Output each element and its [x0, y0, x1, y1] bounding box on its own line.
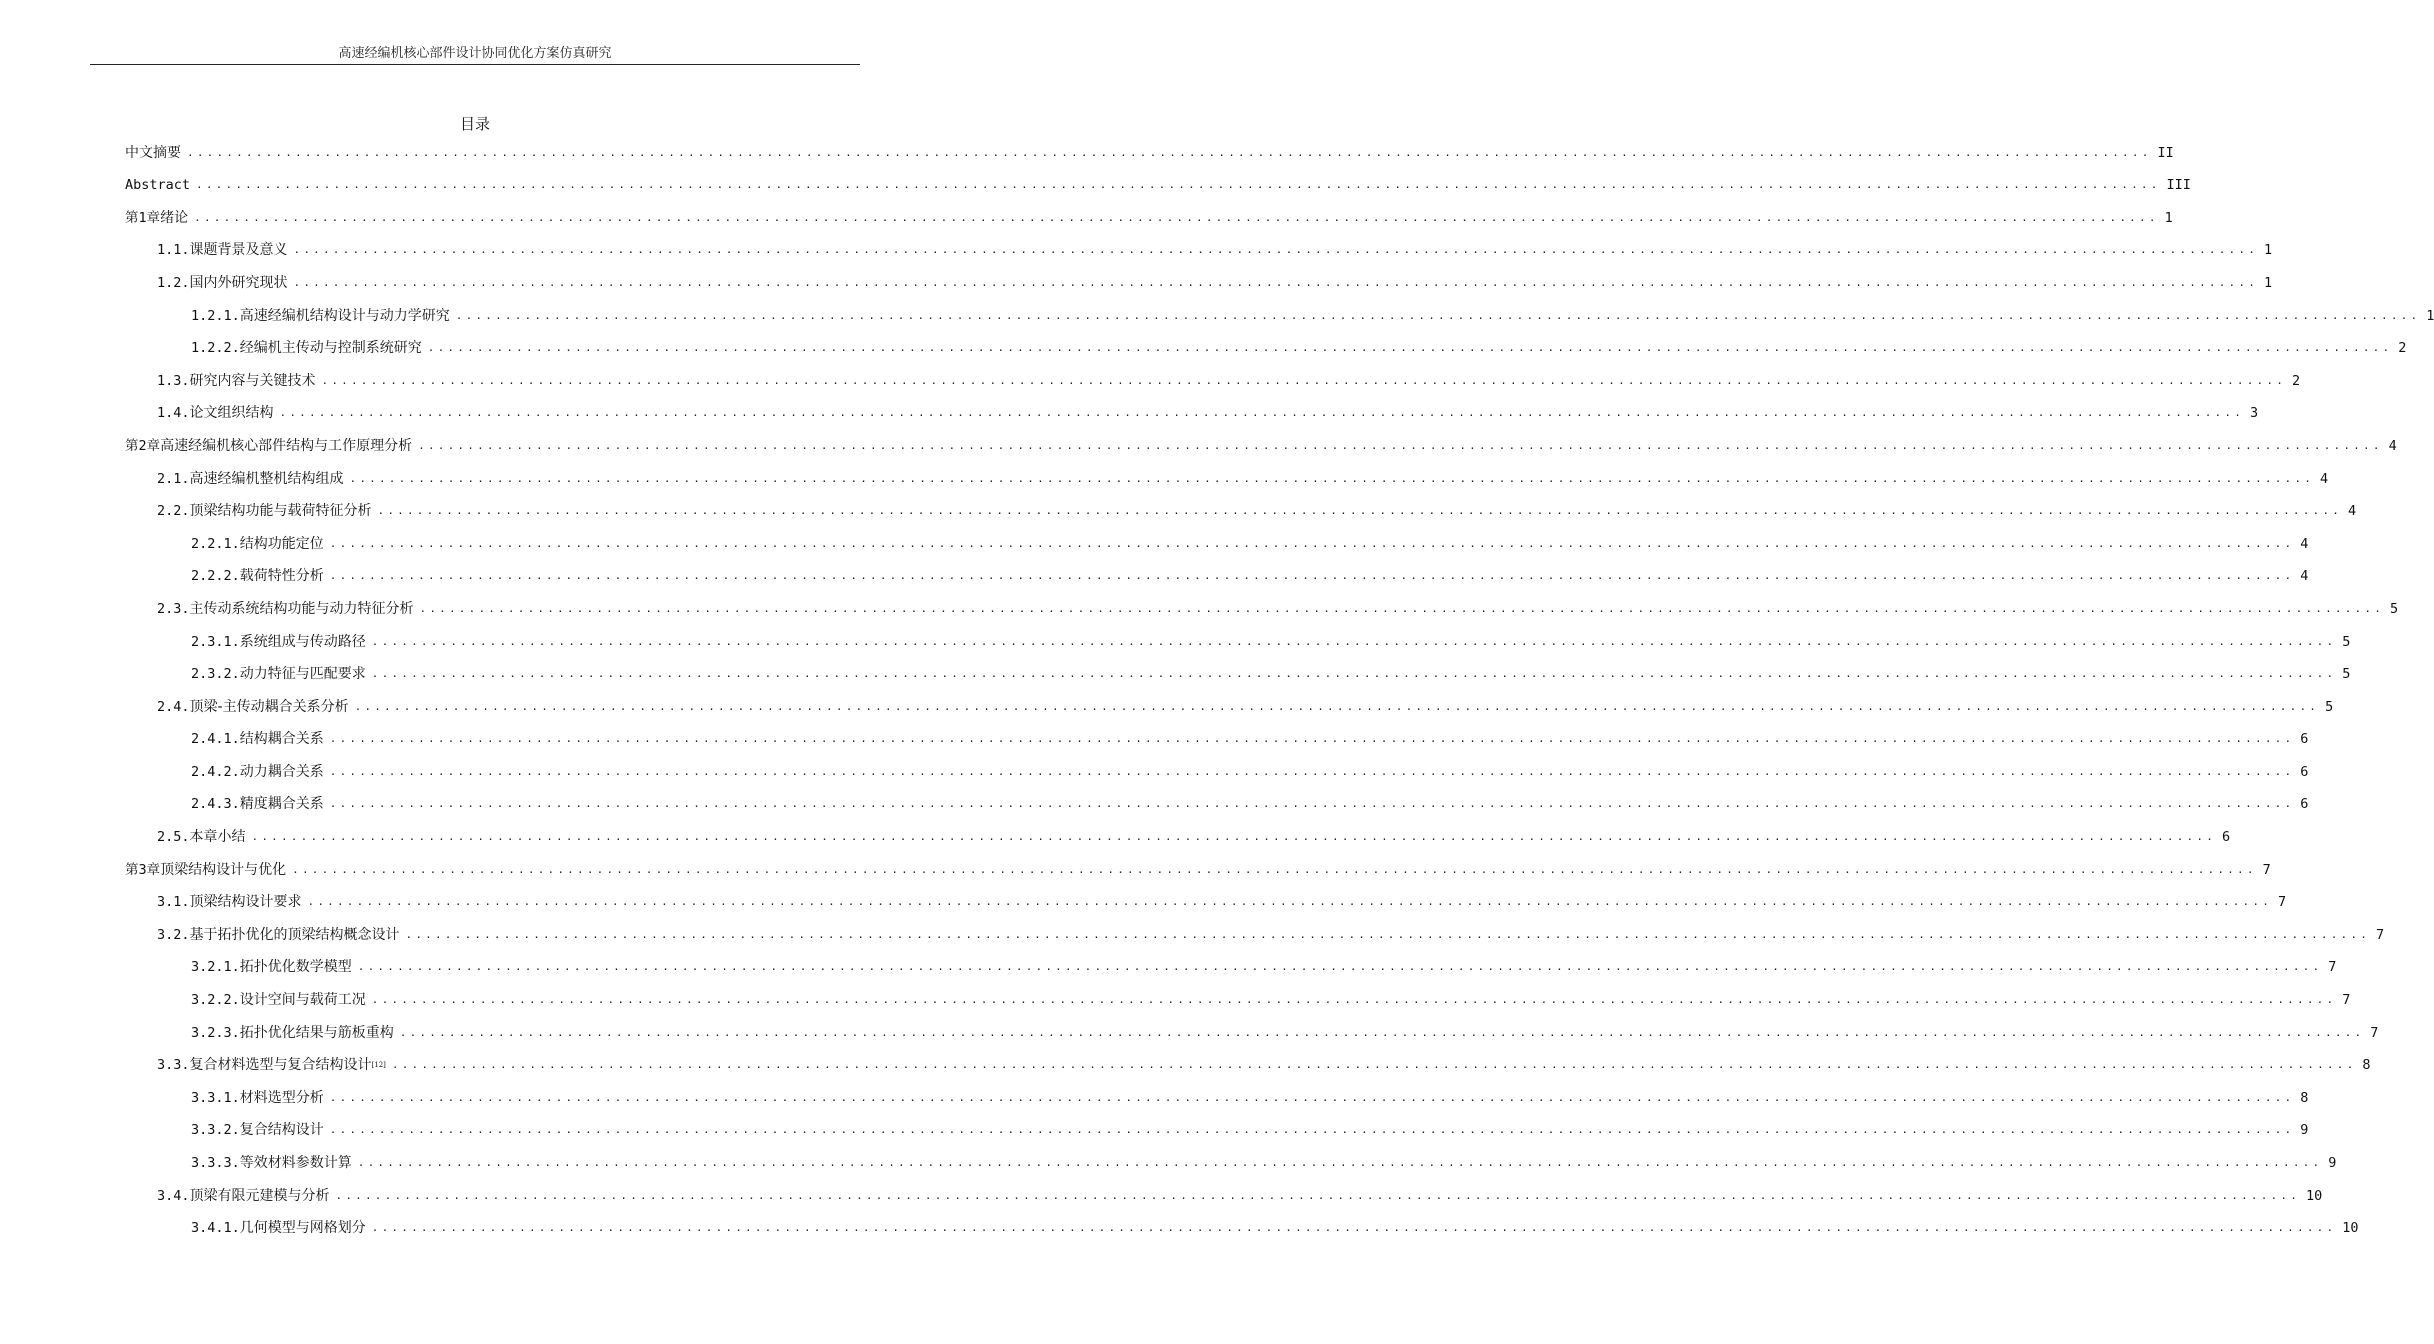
- toc-entry-number: 3.2.1.: [191, 959, 240, 976]
- toc-entry-label: 精度耦合关系: [239, 796, 324, 813]
- toc-entry-number: 3.4.1.: [191, 1220, 240, 1237]
- toc-entry-number: 3.3.2.: [191, 1122, 240, 1139]
- dot-leader: ........................................................................................................................................................................................................: [455, 308, 2421, 322]
- toc-title: 目录: [459, 115, 490, 133]
- toc-entry-page: 5: [2325, 698, 2334, 715]
- toc-entry-number: 2.4.1.: [191, 731, 240, 748]
- toc-entry-page: 4: [2320, 470, 2329, 487]
- toc-entry-number: 2.5.: [157, 829, 190, 846]
- dot-leader: ........................................................................................................................................................................................................: [293, 243, 2259, 257]
- toc-entry-page: 6: [2222, 829, 2231, 846]
- toc-entry[interactable]: [125, 324, 2407, 357]
- toc-entry-number: 1.2.2.: [191, 340, 240, 357]
- toc-entry-number: 2.3.: [157, 600, 190, 617]
- dot-leader: ........................................................................................................................................................................................................: [329, 732, 2295, 746]
- toc-entry[interactable]: [125, 258, 2273, 291]
- toc-entry-page: 6: [2300, 796, 2309, 813]
- toc-entry-label: 高速经编机整机结构组成: [189, 470, 344, 487]
- toc-entry-label: Abstract: [125, 177, 191, 194]
- toc-entry[interactable]: [125, 1041, 2371, 1074]
- toc-entry-number: 3.2.: [157, 926, 190, 943]
- toc-entry[interactable]: [125, 943, 2337, 976]
- dot-leader: ........................................................................................................................................................................................................: [251, 830, 2217, 844]
- toc-entry-page: 2: [2398, 340, 2407, 357]
- toc-entry-number: 3.3.: [157, 1057, 190, 1074]
- header-rule: [90, 64, 860, 65]
- dot-leader: ........................................................................................................................................................................................................: [329, 536, 2295, 550]
- toc-entry[interactable]: [125, 617, 2351, 650]
- toc-entry-number: 2.2.1.: [191, 535, 240, 552]
- toc-entry-label: 材料选型分析: [239, 1089, 324, 1106]
- dot-leader: ........................................................................................................................................................................................................: [354, 699, 2320, 713]
- toc-entry-number: 第1章: [125, 209, 161, 226]
- toc-entry[interactable]: [125, 584, 2399, 617]
- toc-entry[interactable]: [125, 193, 2173, 226]
- toc-entry-page: 7: [2328, 959, 2337, 976]
- toc-entry-label: 绪论: [160, 209, 189, 226]
- toc-entry-label: 复合材料选型与复合结构设计: [189, 1057, 372, 1074]
- toc-entry[interactable]: [125, 291, 2434, 324]
- toc-entry-page: 4: [2300, 535, 2309, 552]
- toc-entry-number: 1.4.: [157, 405, 190, 422]
- toc-entry-label: 基于拓扑优化的顶梁结构概念设计: [189, 926, 400, 943]
- toc-entry-label: 拓扑优化数学模型: [239, 959, 352, 976]
- toc-entry-number: 1.2.1.: [191, 307, 240, 324]
- toc-entry-page: 6: [2300, 763, 2309, 780]
- toc-entry[interactable]: [125, 747, 2309, 780]
- toc-entry-page: 4: [2348, 503, 2357, 520]
- toc-entry-label: 顶梁结构设计要求: [189, 894, 302, 911]
- toc-entry[interactable]: [125, 552, 2309, 585]
- toc-entry-page: 1: [2264, 274, 2273, 291]
- table-of-contents: [125, 128, 2434, 1237]
- toc-entry-label: 几何模型与网格划分: [239, 1220, 366, 1237]
- toc-entry-number: 2.3.2.: [191, 666, 240, 683]
- toc-entry-page: III: [2166, 177, 2191, 194]
- toc-entry-label: 结构耦合关系: [239, 731, 324, 748]
- toc-entry[interactable]: [125, 128, 2174, 161]
- toc-entry[interactable]: [125, 812, 2231, 846]
- toc-entry[interactable]: [125, 1106, 2309, 1139]
- dot-leader: ........................................................................................................................................................................................................: [399, 1025, 2365, 1039]
- toc-entry-page: 5: [2342, 666, 2351, 683]
- toc-entry-number: 第2章: [125, 437, 161, 454]
- toc-entry-page: 4: [2300, 568, 2309, 585]
- dot-leader: ........................................................................................................................................................................................................: [377, 504, 2343, 518]
- toc-entry[interactable]: [125, 1204, 2359, 1237]
- toc-entry[interactable]: [125, 780, 2309, 813]
- toc-entry-label: 顶梁有限元建模与分析: [189, 1187, 330, 1204]
- toc-entry-label: 论文组织结构: [189, 405, 274, 422]
- toc-entry-label: 高速经编机核心部件结构与工作原理分析: [160, 437, 413, 454]
- toc-entry-label: 研究内容与关键技术: [189, 372, 316, 389]
- toc-entry-label: 等效材料参数计算: [239, 1155, 352, 1171]
- dot-leader: ........................................................................................................................................................................................................: [371, 667, 2337, 681]
- toc-entry[interactable]: [125, 845, 2271, 878]
- toc-entry-number: 2.4.2.: [191, 763, 240, 780]
- dot-leader: ........................................................................................................................................................................................................: [371, 1221, 2337, 1235]
- dot-leader: ........................................................................................................................................................................................................: [335, 1188, 2301, 1202]
- toc-entry-number: 2.2.: [157, 503, 190, 520]
- toc-entry-page: 7: [2342, 992, 2351, 1009]
- toc-entry-page: 5: [2342, 633, 2351, 650]
- toc-entry-number: 1.3.: [157, 372, 190, 389]
- toc-entry-page: 7: [2370, 1024, 2379, 1041]
- toc-entry-label: 高速经编机结构设计与动力学研究: [239, 307, 450, 324]
- dot-leader: ........................................................................................................................................................................................................: [349, 471, 2315, 485]
- toc-entry[interactable]: [125, 356, 2301, 389]
- toc-entry-page: 8: [2300, 1089, 2309, 1106]
- toc-entry-page: 3: [2250, 405, 2259, 422]
- toc-entry-label: 顶梁结构功能与载荷特征分析: [189, 503, 372, 520]
- toc-entry-label: 动力特征与匹配要求: [239, 666, 366, 683]
- toc-entry[interactable]: [125, 389, 2259, 422]
- toc-entry-label: 本章小结: [189, 829, 246, 846]
- dot-leader: ........................................................................................................................................................................................................: [329, 1090, 2295, 1104]
- toc-entry-number: 1.2.: [157, 274, 190, 291]
- toc-entry-label: 复合结构设计: [239, 1122, 324, 1139]
- toc-entry-number: 第3章: [125, 861, 161, 878]
- toc-entry-label: 国内外研究现状: [189, 274, 288, 291]
- toc-entry-page: 2: [2292, 372, 2301, 389]
- dot-leader: ........................................................................................................................................................................................................: [427, 341, 2393, 355]
- toc-entry-label: 中文摘要: [125, 144, 181, 161]
- dot-leader: ........................................................................................................................................................................................................: [419, 601, 2385, 615]
- dot-leader: ........................................................................................................................................................................................................: [405, 927, 2371, 941]
- toc-entry-page: 10: [2342, 1220, 2359, 1237]
- dot-leader: ........................................................................................................................................................................................................: [194, 210, 2159, 224]
- toc-entry-number: 2.2.2.: [191, 568, 240, 585]
- dot-leader: ........................................................................................................................................................................................................: [357, 1156, 2323, 1169]
- toc-entry-label: 顶梁结构设计与优化: [160, 861, 287, 878]
- dot-leader: ........................................................................................................................................................................................................: [187, 145, 2152, 159]
- toc-entry-number: 3.1.: [157, 894, 190, 911]
- toc-entry-page: II: [2157, 144, 2174, 161]
- toc-entry-number: 3.3.1.: [191, 1089, 240, 1106]
- toc-entry[interactable]: [125, 682, 2334, 715]
- toc-entry-page: 1: [2164, 209, 2173, 226]
- toc-entry-label: 课题背景及意义: [189, 242, 288, 259]
- toc-entry[interactable]: [125, 1008, 2379, 1041]
- dot-leader: ........................................................................................................................................................................................................: [357, 960, 2323, 974]
- toc-entry-page: 1: [2264, 242, 2273, 259]
- toc-entry-page: 9: [2300, 1122, 2309, 1139]
- toc-entry-number: 2.1.: [157, 470, 190, 487]
- dot-leader: ........................................................................................................................................................................................................: [418, 438, 2383, 452]
- toc-entry-page: 4: [2388, 437, 2397, 454]
- dot-leader: ........................................................................................................................................................................................................: [329, 1123, 2295, 1137]
- toc-entry-number: 3.3.3.: [191, 1155, 240, 1171]
- toc-entry-number: 2.3.1.: [191, 633, 240, 650]
- dot-leader: ........................................................................................................................................................................................................: [391, 1058, 2357, 1072]
- toc-entry-page: 6: [2300, 731, 2309, 748]
- toc-entry-number: 1.1.: [157, 242, 190, 259]
- toc-entry-number: 2.4.: [157, 698, 190, 715]
- toc-entry-page: 5: [2390, 600, 2399, 617]
- dot-leader: ........................................................................................................................................................................................................: [292, 862, 2257, 876]
- toc-entry[interactable]: [125, 1171, 2323, 1204]
- toc-entry[interactable]: [125, 975, 2351, 1009]
- toc-entry-page: 7: [2376, 926, 2385, 943]
- dot-leader: ........................................................................................................................................................................................................: [279, 406, 2245, 420]
- toc-entry-label: 系统组成与传动路径: [239, 633, 366, 650]
- toc-entry[interactable]: [125, 1138, 2337, 1171]
- toc-entry[interactable]: [125, 650, 2351, 683]
- toc-entry[interactable]: [125, 487, 2357, 520]
- toc-entry-number: 3.4.: [157, 1187, 190, 1204]
- dot-leader: ........................................................................................................................................................................................................: [307, 895, 2273, 909]
- dot-leader: ........................................................................................................................................................................................................: [196, 178, 2161, 192]
- dot-leader: ........................................................................................................................................................................................................: [329, 569, 2295, 583]
- dot-leader: ........................................................................................................................................................................................................: [321, 373, 2287, 387]
- toc-entry[interactable]: [125, 910, 2385, 943]
- toc-entry[interactable]: [125, 161, 2191, 194]
- toc-entry[interactable]: [125, 226, 2273, 259]
- dot-leader: ........................................................................................................................................................................................................: [371, 993, 2337, 1007]
- toc-entry-label: 载荷特性分析: [239, 568, 324, 585]
- toc-entry-page: 9: [2328, 1155, 2337, 1171]
- dot-leader: ........................................................................................................................................................................................................: [371, 634, 2337, 648]
- toc-entry-label: 拓扑优化结果与筋板重构: [239, 1024, 394, 1041]
- toc-entry-page: 1: [2426, 307, 2434, 324]
- dot-leader: ........................................................................................................................................................................................................: [293, 275, 2259, 289]
- toc-entry-label: 经编机主传动与控制系统研究: [239, 340, 422, 357]
- toc-entry-page: 7: [2278, 894, 2287, 911]
- toc-entry-label: 结构功能定位: [239, 535, 324, 552]
- toc-entry-label: 顶梁-主传动耦合关系分析: [189, 698, 349, 715]
- toc-entry[interactable]: [125, 454, 2329, 487]
- toc-entry[interactable]: [125, 715, 2309, 748]
- citation-marker: [12]: [371, 1061, 386, 1070]
- toc-entry[interactable]: [125, 421, 2397, 454]
- dot-leader: ........................................................................................................................................................................................................: [329, 797, 2295, 811]
- toc-entry-number: 3.2.3.: [191, 1024, 240, 1041]
- toc-entry-label: 主传动系统结构功能与动力特征分析: [189, 600, 414, 617]
- toc-entry-page: 7: [2262, 861, 2271, 878]
- toc-entry-page: 8: [2362, 1057, 2371, 1074]
- toc-entry-number: 3.2.2.: [191, 992, 240, 1009]
- toc-entry-number: 2.4.3.: [191, 796, 240, 813]
- toc-entry-page: 10: [2306, 1187, 2323, 1204]
- toc-entry[interactable]: [125, 519, 2309, 552]
- dot-leader: ........................................................................................................................................................................................................: [329, 764, 2295, 778]
- running-header: 高速经编机核心部件设计协同优化方案仿真研究: [338, 46, 612, 61]
- toc-entry-label: 动力耦合关系: [239, 763, 324, 780]
- toc-entry-label: 设计空间与载荷工况: [239, 992, 366, 1009]
- toc-entry[interactable]: [125, 878, 2287, 911]
- toc-entry[interactable]: [125, 1073, 2309, 1106]
